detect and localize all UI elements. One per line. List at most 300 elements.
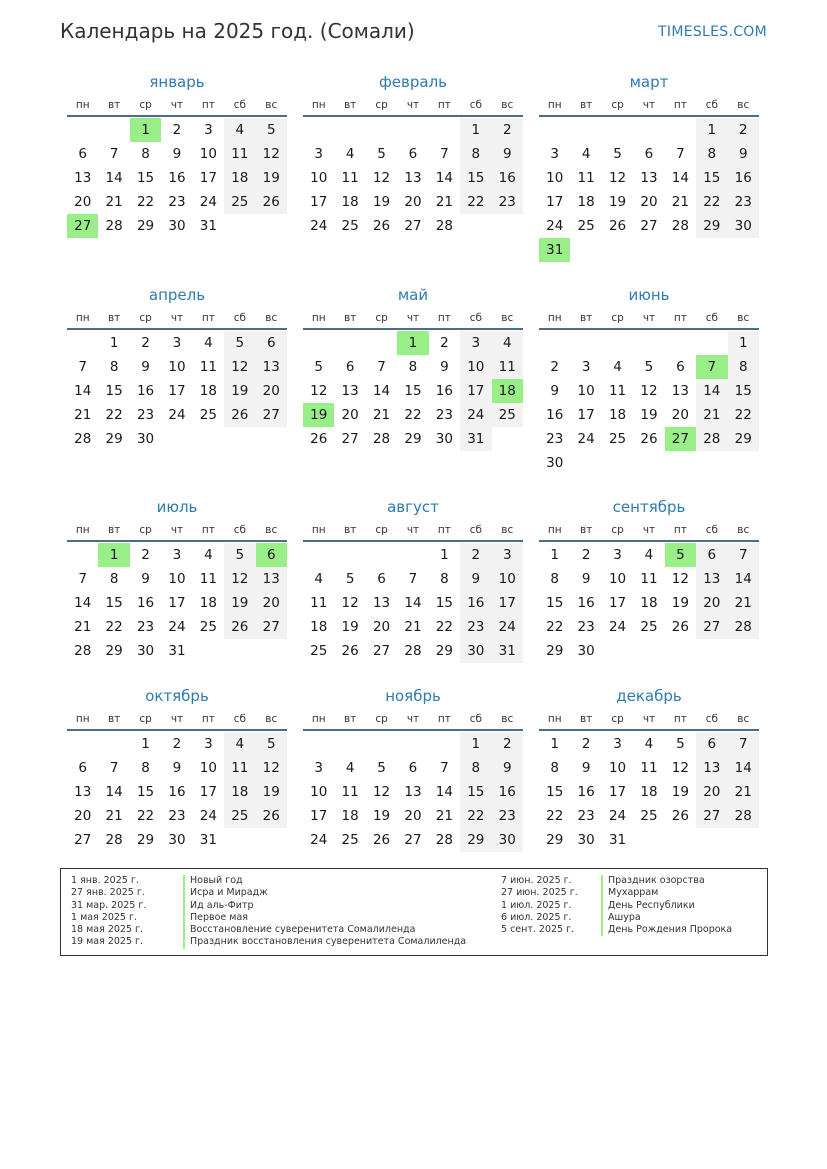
day-cell: 7	[109, 146, 119, 162]
weekday-label: вт	[343, 713, 357, 725]
weekday-label: чт	[642, 99, 656, 111]
day-cell: 10	[199, 146, 217, 162]
days-grid	[67, 331, 287, 451]
day-cell: 15	[435, 595, 453, 611]
day-cell: 27	[256, 403, 287, 427]
day-cell: 4	[204, 547, 213, 563]
day-cell: 1	[440, 547, 449, 563]
weekday-label: пт	[673, 524, 687, 536]
days-grid	[539, 732, 759, 852]
day-cell: 6	[377, 571, 386, 587]
day-cell: 2	[581, 547, 591, 563]
month-9	[539, 497, 759, 663]
day-cell: 19	[671, 595, 689, 611]
empty-cell	[303, 732, 334, 756]
weekday-label: вс	[501, 713, 514, 725]
legend-date: 5 сент. 2025 г.	[501, 924, 575, 936]
day-cell: 23	[168, 194, 186, 210]
day-cell: 14	[435, 170, 453, 186]
days-grid	[303, 732, 523, 852]
empty-cell	[67, 331, 98, 355]
day-cell: 31	[492, 639, 523, 663]
day-cell: 3	[314, 760, 323, 776]
day-cell: 6	[696, 732, 727, 756]
day-cell: 17	[492, 591, 523, 615]
weekday-label: пт	[437, 524, 451, 536]
day-cell: 24	[460, 403, 491, 427]
day-cell: 26	[372, 218, 391, 234]
empty-cell	[67, 732, 98, 756]
weekday-label: ср	[611, 99, 624, 111]
day-cell: 26	[341, 643, 359, 659]
weekday-label: чт	[406, 99, 420, 111]
day-cell: 6	[696, 543, 727, 567]
day-cell: 13	[256, 355, 287, 379]
day-cell: 3	[172, 335, 182, 351]
day-cell: 24	[608, 808, 627, 824]
day-cell: 25	[199, 619, 217, 635]
day-cell: 5	[256, 732, 287, 756]
day-cell: 18	[199, 595, 217, 611]
month-name: декабрь	[616, 687, 682, 705]
day-cell: 28	[435, 832, 453, 848]
day-cell: 6	[676, 359, 685, 375]
day-cell: 3	[492, 543, 523, 567]
day-cell: 24	[168, 407, 186, 423]
weekday-label: ср	[611, 312, 624, 324]
day-cell: 5	[256, 118, 287, 142]
day-cell: 7	[440, 146, 449, 162]
weekday-header	[303, 520, 523, 542]
day-cell: 23	[435, 407, 453, 423]
day-cell: 16	[435, 383, 453, 399]
day-cell: 22	[728, 403, 759, 427]
empty-cell	[397, 732, 428, 756]
day-cell: 11	[310, 595, 328, 611]
weekday-label: сб	[469, 524, 482, 536]
day-cell: 15	[460, 166, 491, 190]
day-cell: 27	[640, 218, 658, 234]
day-cell: 16	[168, 784, 186, 800]
weekday-label: вс	[501, 99, 514, 111]
weekday-label: чт	[642, 524, 656, 536]
legend-date: 27 июн. 2025 г.	[501, 887, 578, 899]
weekday-label: пн	[75, 713, 90, 725]
days-grid	[67, 118, 287, 238]
day-cell: 26	[372, 832, 391, 848]
day-cell: 26	[256, 190, 287, 214]
day-cell: 20	[74, 808, 92, 824]
day-cell: 10	[199, 760, 217, 776]
day-cell: 25	[492, 403, 523, 427]
day-cell: 2	[172, 122, 182, 138]
month-1	[67, 72, 287, 238]
day-cell: 13	[696, 756, 727, 780]
legend-date: 18 мая 2025 г.	[71, 924, 144, 936]
empty-cell	[303, 331, 334, 355]
day-cell: 7	[408, 571, 418, 587]
day-cell: 13	[372, 595, 391, 611]
day-cell: 5	[377, 760, 386, 776]
day-cell: 15	[546, 595, 564, 611]
empty-cell	[67, 118, 98, 142]
day-cell: 10	[577, 383, 595, 399]
day-cell: 7	[78, 571, 87, 587]
day-cell: 11	[199, 359, 217, 375]
day-cell: 22	[546, 619, 564, 635]
day-cell: 19	[256, 780, 287, 804]
day-cell: 24	[199, 808, 217, 824]
day-cell: 1	[460, 732, 491, 756]
day-cell: 6	[78, 146, 87, 162]
day-cell: 7	[109, 760, 119, 776]
day-cell: 10	[310, 784, 328, 800]
days-grid	[539, 118, 759, 262]
day-cell: 15	[460, 780, 491, 804]
day-cell: 4	[204, 335, 213, 351]
day-cell: 23	[546, 431, 564, 447]
day-cell: 20	[696, 591, 727, 615]
weekday-label: сб	[705, 524, 718, 536]
day-cell: 9	[581, 760, 591, 776]
day-cell: 28	[74, 431, 92, 447]
day-cell: 19	[640, 407, 658, 423]
month-7	[67, 497, 287, 663]
weekday-label: пн	[75, 312, 90, 324]
day-cell: 24	[608, 619, 627, 635]
day-cell: 1	[550, 736, 559, 752]
day-cell: 1	[141, 736, 150, 752]
day-cell: 26	[640, 431, 658, 447]
day-cell: 14	[435, 784, 453, 800]
day-cell: 29	[105, 431, 123, 447]
empty-cell	[334, 543, 365, 567]
weekday-label: чт	[642, 713, 656, 725]
day-cell: 9	[141, 571, 150, 587]
day-cell: 19	[224, 379, 255, 403]
day-cell: 26	[671, 808, 689, 824]
day-cell: 8	[460, 756, 491, 780]
day-cell: 28	[404, 643, 422, 659]
day-cell: 31	[608, 832, 627, 848]
holiday-legend	[60, 868, 768, 956]
weekday-label: чт	[642, 312, 656, 324]
day-cell: 18	[224, 166, 255, 190]
day-cell: 22	[460, 190, 491, 214]
day-cell: 6	[345, 359, 355, 375]
day-cell: 17	[546, 194, 564, 210]
day-cell: 21	[372, 407, 391, 423]
weekday-label: чт	[170, 312, 184, 324]
day-cell: 5	[345, 571, 355, 587]
day-cell: 17	[199, 784, 217, 800]
weekday-label: вс	[737, 99, 750, 111]
day-cell: 7	[377, 359, 386, 375]
day-cell: 17	[577, 407, 595, 423]
day-cell: 28	[728, 804, 759, 828]
weekday-header	[539, 520, 759, 542]
empty-cell	[366, 732, 397, 756]
day-cell: 10	[492, 567, 523, 591]
empty-cell	[539, 118, 570, 142]
day-cell: 18	[341, 194, 359, 210]
day-cell: 11	[640, 571, 658, 587]
day-cell: 31	[460, 427, 491, 451]
day-cell: 14	[372, 383, 391, 399]
day-cell: 21	[435, 194, 453, 210]
day-cell: 2	[460, 543, 491, 567]
page-title: Календарь на 2025 год. (Сомали)	[60, 19, 415, 43]
day-cell: 29	[105, 643, 123, 659]
day-cell: 19	[372, 194, 391, 210]
day-cell: 20	[671, 407, 689, 423]
empty-cell	[696, 331, 727, 355]
day-cell: 3	[460, 331, 491, 355]
day-cell: 20	[341, 407, 359, 423]
month-name: май	[397, 286, 429, 304]
day-cell: 3	[204, 736, 213, 752]
day-cell: 6	[408, 146, 418, 162]
day-cell: 14	[696, 379, 727, 403]
day-cell: 22	[136, 808, 155, 824]
day-cell: 2	[492, 118, 523, 142]
weekday-header	[303, 95, 523, 117]
weekday-label: пт	[201, 713, 215, 725]
day-cell: 24	[199, 194, 217, 210]
weekday-label: пн	[311, 312, 326, 324]
weekday-label: вт	[107, 524, 121, 536]
day-cell: 6	[408, 760, 418, 776]
day-cell: 19	[341, 619, 359, 635]
day-cell: 30	[460, 639, 491, 663]
legend-holiday-name: Ид аль-Фитр	[183, 900, 254, 912]
weekday-label: вт	[343, 312, 357, 324]
day-cell: 30	[492, 828, 523, 852]
weekday-label: вс	[265, 524, 278, 536]
day-cell: 21	[435, 808, 453, 824]
day-cell: 30	[136, 431, 155, 447]
weekday-label: ср	[375, 312, 388, 324]
day-cell: 10	[608, 571, 627, 587]
day-cell: 4	[345, 760, 355, 776]
day-cell: 29	[546, 832, 564, 848]
day-cell: 21	[105, 194, 123, 210]
day-cell: 4	[644, 547, 654, 563]
weekday-label: ср	[375, 713, 388, 725]
day-cell: 13	[74, 170, 92, 186]
holiday-day: 1	[98, 543, 129, 567]
day-cell: 23	[577, 619, 595, 635]
day-cell: 15	[728, 379, 759, 403]
weekday-label: сб	[469, 713, 482, 725]
weekday-label: сб	[469, 99, 482, 111]
day-cell: 15	[136, 784, 155, 800]
empty-cell	[665, 118, 696, 142]
empty-cell	[429, 118, 460, 142]
day-cell: 17	[199, 170, 217, 186]
day-cell: 8	[408, 359, 418, 375]
day-cell: 23	[136, 619, 155, 635]
days-grid	[539, 331, 759, 475]
weekday-label: пн	[75, 524, 90, 536]
day-cell: 20	[256, 379, 287, 403]
weekday-label: ср	[375, 99, 388, 111]
day-cell: 5	[613, 146, 622, 162]
day-cell: 14	[728, 567, 759, 591]
weekday-label: вс	[737, 312, 750, 324]
day-cell: 26	[671, 619, 689, 635]
weekday-label: ср	[139, 99, 152, 111]
day-cell: 25	[577, 218, 595, 234]
day-cell: 30	[577, 643, 595, 659]
empty-cell	[429, 732, 460, 756]
empty-cell	[570, 118, 601, 142]
weekday-label: сб	[469, 312, 482, 324]
day-cell: 27	[372, 643, 391, 659]
day-cell: 17	[168, 383, 186, 399]
holiday-day: 1	[397, 331, 428, 355]
day-cell: 2	[440, 335, 449, 351]
day-cell: 30	[728, 214, 759, 238]
legend-date: 1 мая 2025 г.	[71, 911, 137, 923]
day-cell: 27	[696, 615, 727, 639]
days-grid	[539, 543, 759, 663]
empty-cell	[366, 118, 397, 142]
day-cell: 13	[404, 784, 422, 800]
day-cell: 7	[728, 543, 759, 567]
day-cell: 21	[696, 403, 727, 427]
month-name: июль	[156, 498, 198, 516]
day-cell: 22	[136, 194, 155, 210]
day-cell: 18	[608, 407, 627, 423]
weekday-label: пт	[673, 713, 687, 725]
weekday-label: вс	[265, 99, 278, 111]
legend-date: 7 июн. 2025 г.	[501, 875, 572, 886]
holiday-day: 1	[130, 118, 161, 142]
day-cell: 6	[256, 331, 287, 355]
day-cell: 12	[310, 383, 328, 399]
day-cell: 11	[640, 760, 658, 776]
day-cell: 19	[372, 808, 391, 824]
weekday-label: пт	[201, 524, 215, 536]
month-name: январь	[149, 73, 205, 91]
day-cell: 24	[492, 615, 523, 639]
day-cell: 23	[728, 190, 759, 214]
day-cell: 28	[372, 431, 391, 447]
weekday-label: пт	[673, 312, 687, 324]
legend-holiday-name: Восстановление суверенитета Сомалиленда	[183, 924, 415, 936]
day-cell: 22	[435, 619, 453, 635]
day-cell: 8	[109, 359, 119, 375]
day-cell: 11	[341, 784, 359, 800]
day-cell: 5	[676, 736, 685, 752]
weekday-label: вт	[343, 99, 357, 111]
day-cell: 16	[728, 166, 759, 190]
weekday-label: сб	[233, 312, 246, 324]
weekday-label: пн	[547, 312, 562, 324]
day-cell: 14	[74, 383, 92, 399]
day-cell: 28	[728, 615, 759, 639]
legend-holiday-name: Ашура	[601, 912, 641, 924]
day-cell: 11	[492, 355, 523, 379]
legend-holiday-name: Новый год	[183, 875, 243, 887]
weekday-label: вт	[579, 524, 593, 536]
day-cell: 19	[256, 166, 287, 190]
days-grid	[303, 331, 523, 451]
weekday-label: пт	[201, 312, 215, 324]
day-cell: 26	[224, 615, 255, 639]
day-cell: 17	[310, 808, 328, 824]
day-cell: 12	[640, 383, 658, 399]
empty-cell	[570, 331, 601, 355]
weekday-header	[539, 308, 759, 330]
weekday-label: чт	[170, 524, 184, 536]
day-cell: 3	[581, 359, 591, 375]
day-cell: 22	[404, 407, 422, 423]
day-cell: 3	[314, 146, 323, 162]
day-cell: 21	[728, 591, 759, 615]
day-cell: 12	[671, 571, 689, 587]
day-cell: 25	[640, 808, 658, 824]
day-cell: 12	[372, 784, 391, 800]
day-cell: 20	[640, 194, 658, 210]
day-cell: 1	[696, 118, 727, 142]
day-cell: 10	[168, 571, 186, 587]
day-cell: 25	[341, 218, 359, 234]
day-cell: 24	[546, 218, 564, 234]
day-cell: 16	[168, 170, 186, 186]
day-cell: 9	[492, 756, 523, 780]
day-cell: 24	[577, 431, 595, 447]
day-cell: 15	[404, 383, 422, 399]
day-cell: 27	[404, 218, 422, 234]
day-cell: 17	[608, 595, 627, 611]
day-cell: 29	[435, 643, 453, 659]
day-cell: 16	[136, 383, 155, 399]
day-cell: 23	[168, 808, 186, 824]
day-cell: 18	[224, 780, 255, 804]
day-cell: 8	[141, 146, 150, 162]
weekday-label: пт	[437, 312, 451, 324]
day-cell: 14	[728, 756, 759, 780]
empty-cell	[397, 543, 428, 567]
day-cell: 9	[492, 142, 523, 166]
day-cell: 12	[372, 170, 391, 186]
day-cell: 16	[460, 591, 491, 615]
day-cell: 21	[728, 780, 759, 804]
brand-logo-text[interactable]: TIMESLES.COM	[658, 24, 767, 40]
day-cell: 4	[345, 146, 355, 162]
day-cell: 12	[608, 170, 627, 186]
day-cell: 25	[224, 190, 255, 214]
day-cell: 22	[105, 407, 123, 423]
day-cell: 27	[341, 431, 359, 447]
day-cell: 19	[671, 784, 689, 800]
day-cell: 2	[141, 547, 150, 563]
weekday-label: ср	[139, 524, 152, 536]
holiday-day: 6	[256, 543, 287, 567]
day-cell: 13	[74, 784, 92, 800]
day-cell: 26	[224, 403, 255, 427]
weekday-label: вт	[107, 312, 121, 324]
day-cell: 6	[644, 146, 654, 162]
day-cell: 17	[168, 595, 186, 611]
day-cell: 16	[492, 166, 523, 190]
day-cell: 12	[256, 142, 287, 166]
weekday-label: чт	[170, 713, 184, 725]
holiday-day: 27	[67, 214, 98, 238]
empty-cell	[539, 331, 570, 355]
